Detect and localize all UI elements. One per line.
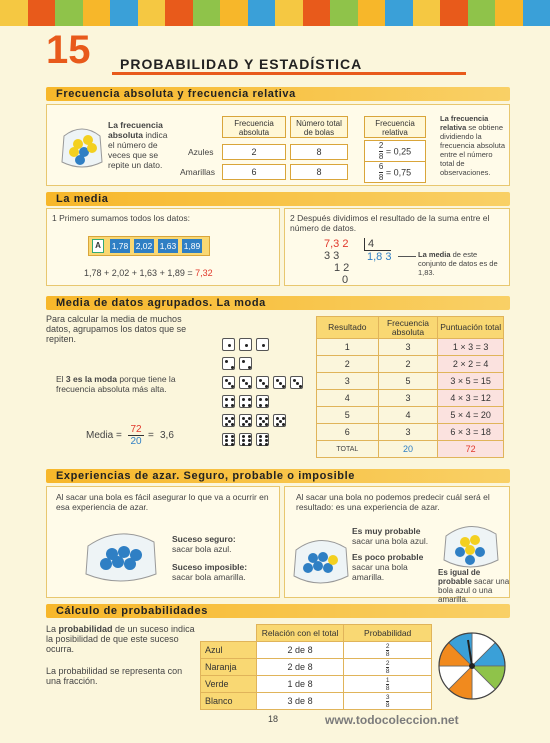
table-row — [317, 339, 504, 356]
probabilidad-cell — [344, 676, 432, 693]
col-probabilidad: Probabilidad — [344, 625, 432, 642]
total-label: TOTAL — [317, 441, 379, 458]
media-step1-text: 1 Primero sumamos todos los datos: — [52, 213, 190, 223]
muy-probable — [352, 526, 436, 546]
media-step2-text: 2 Después dividimos el resultado de la suma entre el número de datos. — [290, 213, 490, 233]
media-pointer-line — [398, 256, 416, 257]
table-row — [201, 693, 432, 710]
section-title: Media de datos agrupados. La moda — [56, 297, 266, 309]
table-row — [317, 390, 504, 407]
table-row — [201, 676, 432, 693]
resultado-cell: 5 — [317, 407, 379, 424]
media-formula-label: Media = — [86, 430, 122, 441]
puntuacion-cell: 6 × 3 = 18 — [438, 424, 504, 441]
imposible-bold: Suceso imposible: — [172, 562, 248, 572]
header-frecuencia-absoluta: Frecuencia absoluta — [222, 116, 286, 138]
bag-equal-balls-icon — [440, 516, 502, 570]
prob-def-pre: La — [46, 624, 59, 634]
die-face-5-icon — [273, 414, 286, 427]
imposible-rest: sacar bola amarilla. — [172, 572, 246, 582]
mode-note — [56, 374, 176, 394]
die-face-6-icon — [222, 433, 235, 446]
col-relacion: Relación con el total — [256, 625, 344, 642]
media-formula-equals: = — [148, 430, 154, 441]
probabilidad-def — [46, 624, 196, 654]
azules-rel-den: 8 — [378, 152, 384, 161]
col-resultado: Resultado — [317, 317, 379, 339]
frecuencia-cell: 3 — [378, 424, 438, 441]
probability-fraction — [386, 694, 390, 709]
division-dividend: 7,3 2 — [324, 238, 349, 250]
value-3: 1,63 — [159, 241, 177, 251]
mode-note-bold: 3 es la moda — [65, 374, 117, 384]
division-remainder-1: 3 3 — [324, 250, 340, 262]
poco-probable — [352, 552, 432, 582]
fraction-numerator: 2 — [385, 642, 390, 650]
die-face-1-icon — [256, 338, 269, 351]
section-heading-media — [46, 192, 510, 206]
section-title: Frecuencia absoluta y frecuencia relativa — [56, 88, 296, 100]
probabilidad-cell — [344, 659, 432, 676]
frecuencia-cell: 3 — [378, 390, 438, 407]
azules-total: 8 — [290, 144, 348, 160]
color-cell: Blanco — [201, 693, 257, 710]
resultado-cell: 6 — [317, 424, 379, 441]
value-1: 1,78 — [111, 241, 129, 251]
suceso-seguro — [172, 534, 272, 554]
watermark: www.todocoleccion.net — [325, 713, 459, 727]
die-face-4-icon — [239, 395, 252, 408]
amarillas-rel — [364, 161, 426, 183]
section-title: La media — [56, 193, 109, 205]
col-color-empty — [201, 625, 257, 642]
mode-note-pre: El — [56, 374, 66, 384]
freq-intro-rest: indica el número de veces que se repite un dato. — [108, 130, 168, 170]
mode-note-post: porque tiene la frecuencia absoluta más alta. — [56, 374, 176, 394]
table-row — [317, 356, 504, 373]
section-title: Cálculo de probabilidades — [56, 605, 208, 617]
die-face-3-icon — [239, 376, 252, 389]
section-heading-calculo — [46, 604, 510, 618]
probabilidad-cell — [344, 693, 432, 710]
puntuacion-cell: 1 × 3 = 3 — [438, 339, 504, 356]
agrupados-table — [316, 316, 504, 458]
frecuencia-cell: 4 — [378, 407, 438, 424]
table-row — [201, 642, 432, 659]
amarillas-abs: 6 — [222, 164, 286, 180]
media-formula-result: 3,6 — [160, 430, 174, 441]
azar-left-intro: Al sacar una bola es fácil asegurar lo que va a ocurrir en esa experiencia de azar. — [56, 492, 269, 512]
freq-relativa-note — [440, 114, 506, 177]
badge-a: A — [92, 239, 104, 253]
table-row — [317, 373, 504, 390]
muy-rest: sacar una bola azul. — [352, 536, 429, 546]
die-face-1-icon — [239, 338, 252, 351]
die-face-2-icon — [222, 357, 235, 370]
relacion-cell: 2 de 8 — [256, 642, 344, 659]
freq-note-rest: se obtiene dividiendo la frecuencia absoluta entre el número total de observaciones. — [440, 123, 506, 177]
freq-intro — [108, 120, 172, 170]
relacion-cell: 2 de 8 — [256, 659, 344, 676]
section-title: Experiencias de azar. Seguro, probable o imposible — [56, 470, 355, 482]
row-azules-label: Azules — [188, 147, 214, 157]
puntuacion-cell: 3 × 5 = 15 — [438, 373, 504, 390]
prob-def-bold: probabilidad — [58, 624, 113, 634]
section-heading-azar — [46, 469, 510, 483]
amarillas-rel-den: 8 — [378, 173, 384, 182]
total-frecuencia: 20 — [378, 441, 438, 458]
division-quotient: 1,8 3 — [364, 250, 391, 263]
division-divisor: 4 — [364, 238, 374, 250]
media-fraction-num: 72 — [128, 424, 144, 436]
azules-rel — [364, 140, 426, 162]
sum-expression — [84, 268, 213, 278]
seguro-bold: Suceso seguro: — [172, 534, 236, 544]
color-cell: Azul — [201, 642, 257, 659]
muy-bold: Es muy probable — [352, 526, 421, 536]
section-heading-frecuencia — [46, 87, 510, 101]
probability-fraction — [386, 643, 390, 658]
frecuencia-cell: 3 — [378, 339, 438, 356]
die-face-5-icon — [239, 414, 252, 427]
azules-rel-value: = 0,25 — [385, 146, 412, 157]
die-face-1-icon — [222, 338, 235, 351]
resultado-cell: 1 — [317, 339, 379, 356]
media-fraction-den: 20 — [130, 436, 142, 447]
igual-rest: sacar una bola azul o una amarilla. — [438, 577, 510, 604]
division-remainder-2: 1 2 — [334, 262, 350, 274]
die-face-4-icon — [222, 395, 235, 408]
table-total-row — [317, 441, 504, 458]
value-2: 2,02 — [135, 241, 153, 251]
probabilidad-cell — [344, 642, 432, 659]
relacion-cell: 1 de 8 — [256, 676, 344, 693]
fraction-denominator: 8 — [385, 667, 390, 675]
media-note — [418, 250, 498, 277]
agrupados-intro: Para calcular la media de muchos datos, agrupamos los datos que se repiten. — [46, 314, 187, 344]
die-face-3-icon — [222, 376, 235, 389]
probabilidad-fraccion: La probabilidad se representa con una fracción. — [46, 666, 183, 686]
media-fraction — [128, 424, 144, 447]
total-puntuacion: 72 — [438, 441, 504, 458]
puntuacion-cell: 4 × 3 = 12 — [438, 390, 504, 407]
spinner-wheel-icon — [436, 630, 508, 702]
chapter-number: 15 — [46, 28, 91, 72]
media-note-rest: de este conjunto de datos es de 1,83. — [418, 250, 498, 277]
bag-mixed-balls-icon — [290, 528, 352, 588]
die-face-4-icon — [256, 395, 269, 408]
media-note-bold: La media — [418, 250, 451, 259]
sum-result: 7,32 — [195, 268, 213, 278]
freq-note-bold: La frecuencia relativa — [440, 114, 489, 132]
resultado-cell: 3 — [317, 373, 379, 390]
probability-fraction — [386, 677, 390, 692]
frecuencia-cell: 5 — [378, 373, 438, 390]
table-row — [201, 659, 432, 676]
suceso-imposible — [172, 562, 272, 582]
col-puntuacion: Puntuación total — [438, 317, 504, 339]
fraction-denominator: 8 — [385, 701, 390, 709]
bag-of-balls-icon — [58, 118, 106, 170]
die-face-2-icon — [239, 357, 252, 370]
row-amarillas-label: Amarillas — [180, 167, 215, 177]
die-face-6-icon — [256, 433, 269, 446]
azules-rel-num: 2 — [378, 141, 384, 150]
fraction-denominator: 8 — [385, 650, 390, 658]
igual-bold: Es igual de probable — [438, 568, 481, 586]
puntuacion-cell: 5 × 4 = 20 — [438, 407, 504, 424]
fraction-numerator: 2 — [385, 659, 390, 667]
decorative-color-strip — [0, 0, 550, 26]
amarillas-rel-value: = 0,75 — [385, 167, 412, 178]
azar-right-intro: Al sacar una bola no podemos predecir cuál será el resultado: es una experiencia de azar. — [296, 492, 490, 512]
puntuacion-cell: 2 × 2 = 4 — [438, 356, 504, 373]
resultado-cell: 2 — [317, 356, 379, 373]
table-row — [317, 407, 504, 424]
fraction-denominator: 8 — [385, 684, 390, 692]
die-face-3-icon — [290, 376, 303, 389]
sum-expr-text: 1,78 + 2,02 + 1,63 + 1,89 = — [84, 268, 196, 278]
seguro-rest: sacar bola azul. — [172, 544, 232, 554]
fraction-numerator: 1 — [385, 676, 390, 684]
probability-fraction — [386, 660, 390, 675]
amarillas-total: 8 — [290, 164, 348, 180]
page-number: 18 — [268, 714, 279, 724]
color-cell: Naranja — [201, 659, 257, 676]
frecuencia-cell: 2 — [378, 356, 438, 373]
die-face-5-icon — [256, 414, 269, 427]
col-frecuencia: Frecuencia absoluta — [378, 317, 438, 339]
azules-abs: 2 — [222, 144, 286, 160]
chapter-title: PROBABILIDAD Y ESTADÍSTICA — [120, 56, 363, 72]
die-face-5-icon — [222, 414, 235, 427]
igual-probable — [438, 568, 510, 604]
probabilidad-table — [200, 624, 432, 710]
table-row — [317, 424, 504, 441]
relacion-cell: 3 de 8 — [256, 693, 344, 710]
color-cell: Verde — [201, 676, 257, 693]
prob-def-rest: de un suceso indica la posibilidad de que este suceso ocurra. — [46, 624, 195, 654]
header-numero-total: Número total de bolas — [290, 116, 348, 138]
division-remainder-3: 0 — [342, 274, 349, 286]
amarillas-rel-num: 6 — [378, 162, 384, 171]
fraction-numerator: 3 — [385, 693, 390, 701]
section-heading-agrupados — [46, 296, 510, 310]
value-4: 1,89 — [183, 241, 201, 251]
die-face-6-icon — [239, 433, 252, 446]
poco-bold: Es poco probable — [352, 552, 424, 562]
resultado-cell: 4 — [317, 390, 379, 407]
title-underline — [112, 72, 466, 75]
die-face-3-icon — [256, 376, 269, 389]
bag-blue-balls-icon — [80, 522, 162, 586]
header-frecuencia-relativa: Frecuencia relativa — [364, 116, 426, 138]
die-face-3-icon — [273, 376, 286, 389]
poco-rest: sacar una bola amarilla. — [352, 562, 408, 582]
freq-intro-bold: La frecuencia absoluta — [108, 120, 163, 140]
